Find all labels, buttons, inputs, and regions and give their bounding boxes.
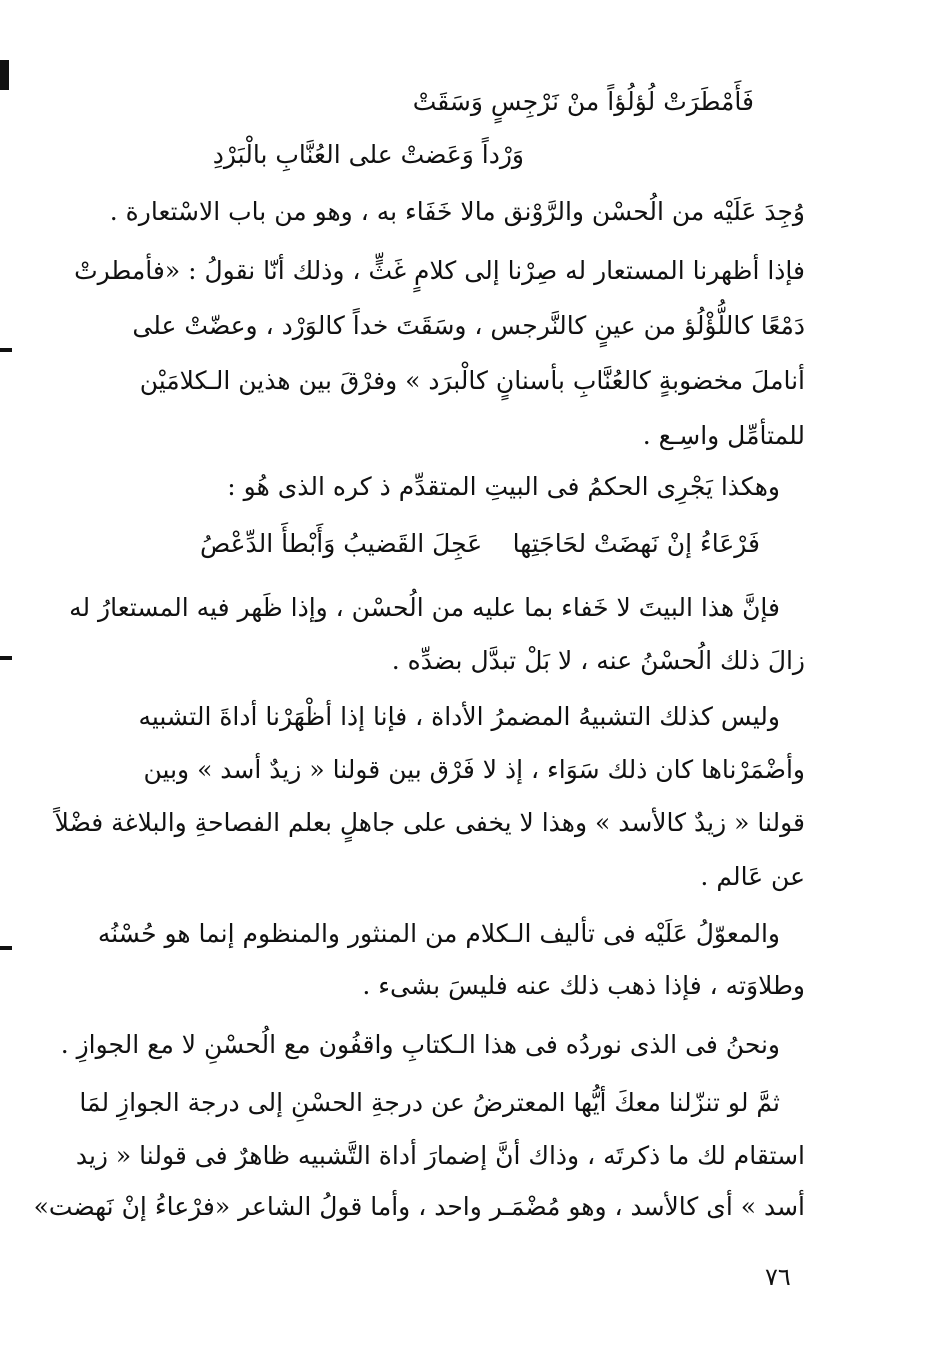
margin-mark [0,348,12,352]
paragraph-5-line: عن عَالم . [700,862,805,891]
verse-1-hemistich-2: وَرْداً وَعَضتْ على العُنَّابِ بالْبَرْدِ [212,140,524,169]
paragraph-1-line: وُجِدَ عَلَيْه من الُحسْن والرَّوْنق مالا خَفَاء به ، وهو من باب الاسْتعارة . [109,197,805,226]
paragraph-6-line: وطلاوَته ، فإذا ذهب ذلك عنه فليسَ بشىء . [362,971,805,1000]
paragraph-8-line: أسد » أى كالأسد ، وهو مُضْمَـر واحد ، وأما قولُ الشاعر «فرْعاءُ إنْ نَهضت» [33,1192,805,1221]
paragraph-7-line: ونحنُ فى الذى نوردُه فى هذا الـكتابِ واقفُون مع الُحسْنِ لا مع الجوازِ . [60,1030,780,1059]
margin-mark [0,946,12,950]
page-number: ٧٦ [765,1263,791,1291]
margin-mark [0,656,12,660]
paragraph-3-line: وهكذا يَجْرِى الحكمُ فى البيتِ المتقدِّم ذ كره الذى هُو : [227,472,780,501]
verse-1-hemistich-1: فَأَمْطَرَتْ لُؤلُؤاً منْ نَرْجِسٍ وَسَقَتْ [412,87,754,116]
paragraph-2-line: فإذا أظهرنا المستعار له صِرْنا إلى كلامٍ غَثٍّ ، وذلك أنّا نقولُ : «فأمطرتْ [74,256,805,285]
verse-2 [200,524,760,564]
verse-2-hemistich-2: عَجِلَ القَضيبُ وَأَبْطأَ الدِّعْصُ [200,529,483,558]
paragraph-2-line: أناملَ مخضوبةٍ كالعُنَّابِ بأسنانٍ كالْبرَد » وفرْقَ بين هذين الـكلامَيْن [139,366,805,395]
verse-2-hemistich-1: فَرْعَاءُ إنْ نَهضَتْ لحَاجَتِها [512,529,760,558]
paragraph-5-line: قولنا « زيدٌ كالأسد » وهذا لا يخفى على جاهلٍ بعلم الفصاحةِ والبلاغة فضْلاً [54,808,805,837]
paragraph-4-line: زالَ ذلك الُحسْنُ عنه ، لا بَلْ تبدَّل بضدِّه . [391,646,805,675]
margin-mark-top [0,60,9,90]
paragraph-8-line: استقام لك ما ذكرتَه ، وذاك أنَّ إضمارَ أداة التَّشبيه ظاهرٌ فى قولنا « زيد [75,1141,805,1170]
paragraph-5-line: وليس كذلك التشبيهُ المضمرُ الأداة ، فإنا إذا أظْهَرْنا أداةَ التشبيه [138,702,780,731]
paragraph-2-line: للمتأمِّل واسِـع . [642,421,805,450]
paragraph-6-line: والمعوّلُ عَلَيْه فى تأليف الـكلام من المنثور والمنظوم إنما هو حُسْنُه [97,919,780,948]
paragraph-8-line: ثمَّ لو تنزّلنا معكَ أيُّها المعترضُ عن درجةِ الحسْنِ إلى درجة الجوازِ لمَا [79,1088,780,1117]
paragraph-2-line: دَمْعًا كاللُّؤْلُؤ من عينٍ كالنَّرجس ، وسَقَتَ خداً كالوَرْد ، وعضّتْ على [132,311,805,340]
paragraph-4-line: فإنَّ هذا البيتَ لا خَفاء بما عليه من الُحسْن ، وإذا ظَهر فيه المستعارُ له [69,593,780,622]
paragraph-5-line: وأضْمَرْناها كان ذلك سَوَاء ، إذ لا فَرْق بين قولنا « زيدٌ أسد » وبين [143,755,805,784]
